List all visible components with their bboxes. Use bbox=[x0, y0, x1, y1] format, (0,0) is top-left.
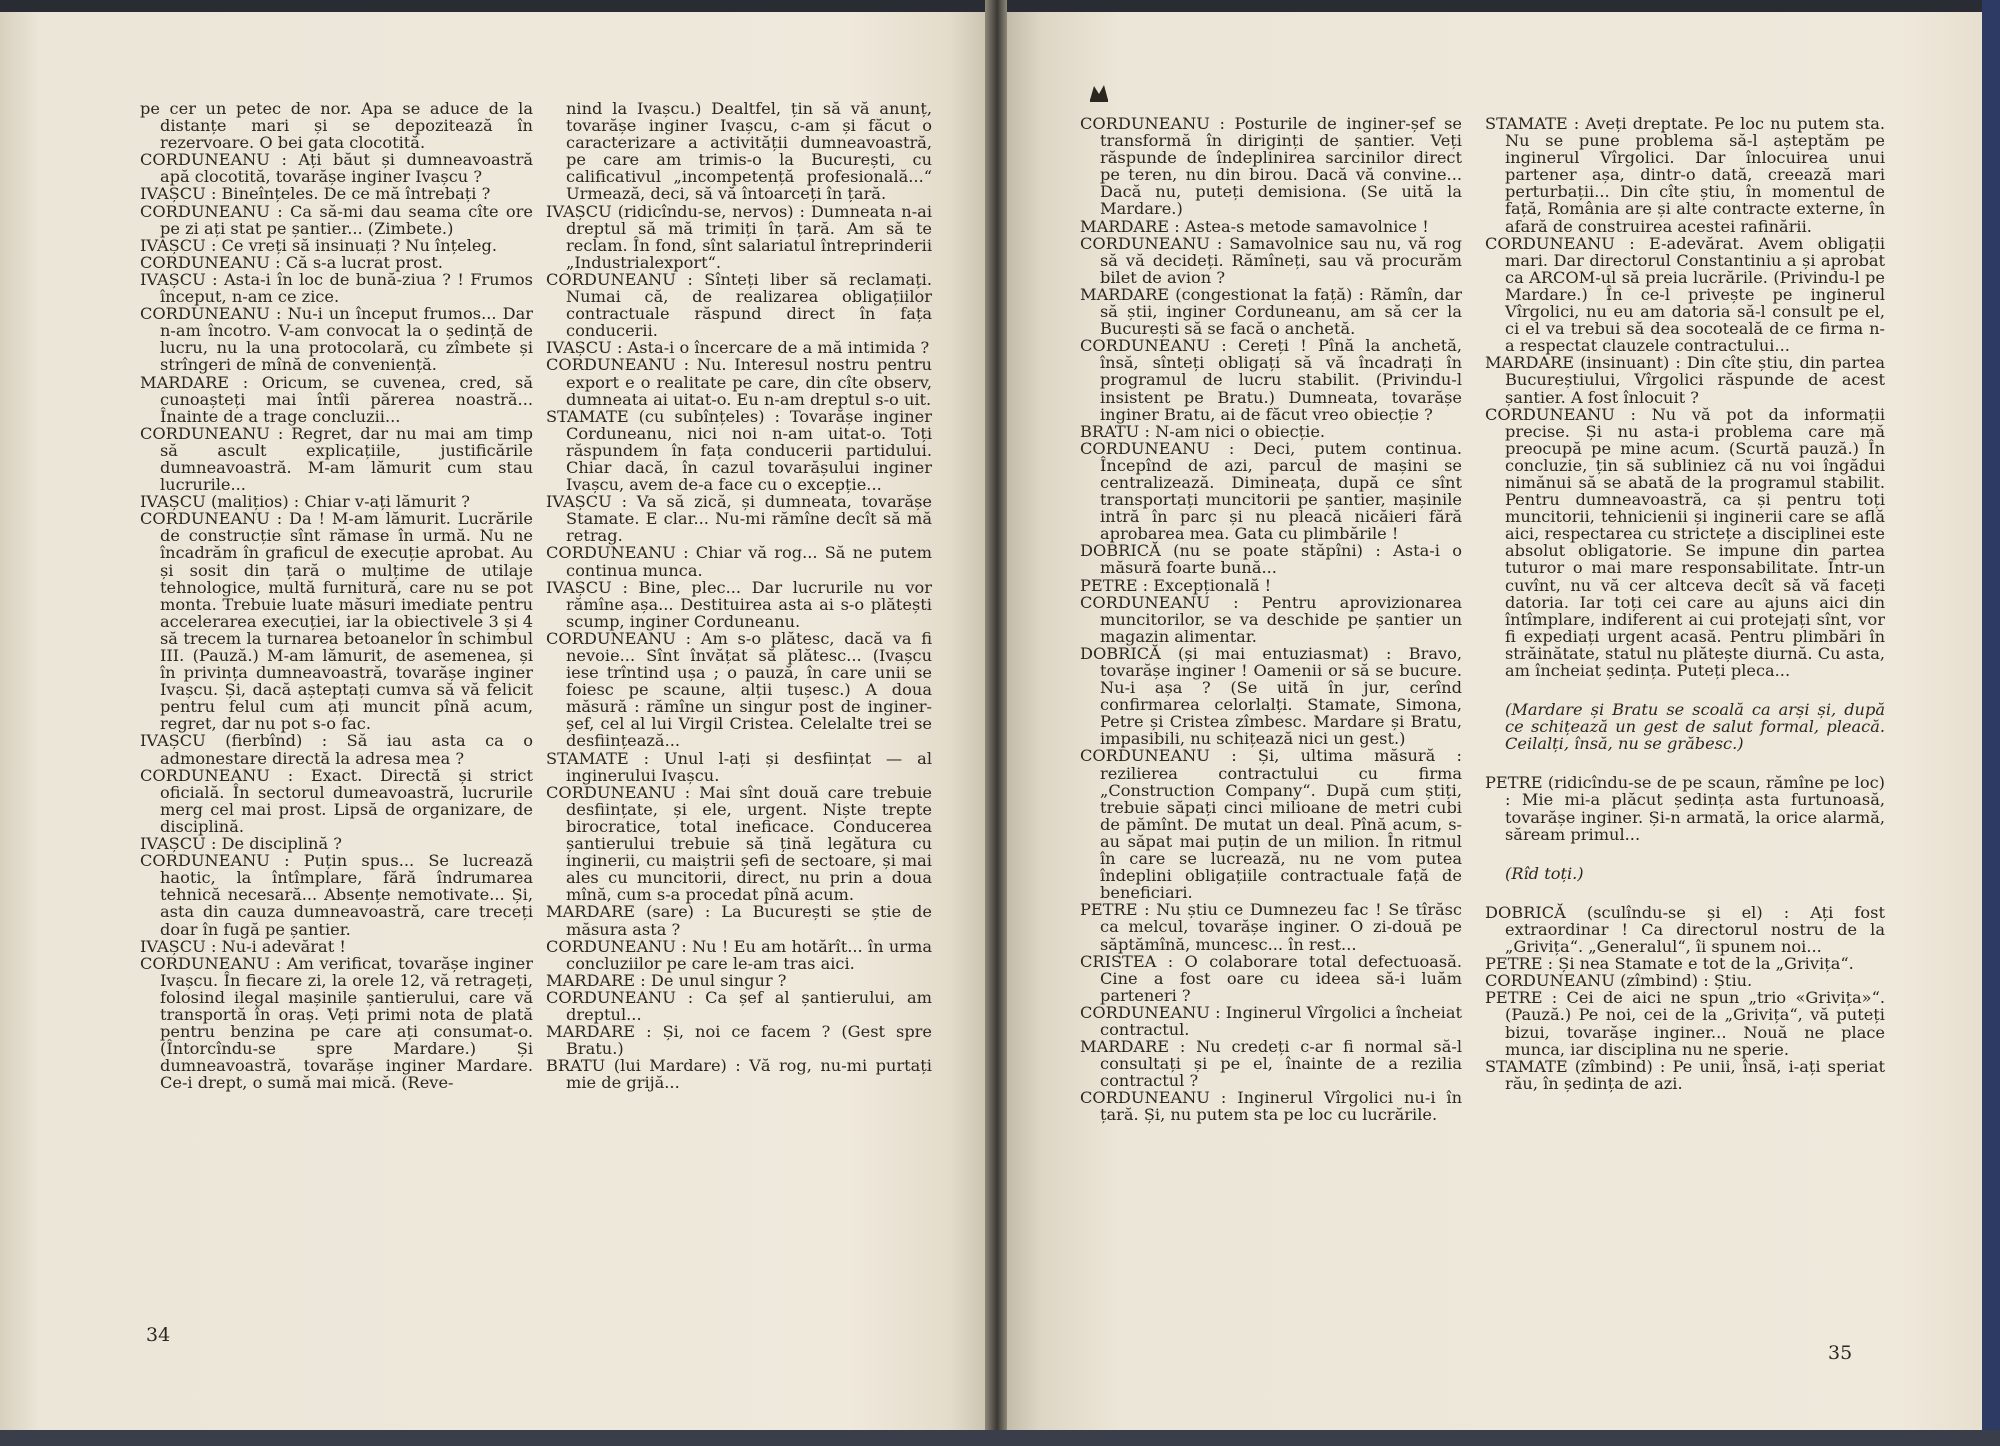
paragraph: IVAȘCU (malițios) : Chiar v-ați lămurit ? bbox=[140, 492, 470, 512]
paragraph: CORDUNEANU : Nu vă pot da informații precise. Și nu asta-i problema care mă preocupă pe mine acum. (Scurtă pauză.) În concluzie, țin să subliniez că nu voi îngădui nimănui să se abată de la programul stabilit. Pentru dumneavoastră, ca și pentru toți muncitorii, tehnicienii și inginerii care se află aici, respectarea cu strictețe a disciplinei este absolut obligatorie. Se impune din partea tuturor o mai mare responsabilitate. Într-un cuvînt, nu vă cer altceva decît să vă faceți datoria. Iar toți cei care au ajuns aici din întîmplare, indiferent ai cui protejați sînt, vor fi expediați urgent acasă. Pentru plimbări în străinătate, statul nu plătește diurnă. Cu asta, am încheiat ședința. Puteți pleca... bbox=[1485, 404, 1885, 680]
paragraph: MARDARE : Oricum, se cuvenea, cred, să cunoașteți mai întîi părerea noastră... Înainte de a trage concluzii... bbox=[140, 372, 533, 426]
paragraph: STAMATE (cu subînțeles) : Tovarășe inginer Corduneanu, nici noi n-am uitat-o. Toți răspundem în fața conducerii partidului. Chiar dacă, în cazul tovarășului inginer Ivașcu, avem de-a face cu o excepție... bbox=[546, 406, 932, 495]
paragraph: CORDUNEANU : Da ! M-am lămurit. Lucrările de construcție sînt rămase în urmă. Nu ne încadrăm în graficul de execuție aprobat. Au și sosit din țară o mulțime de utilaje tehnologice, multă furnitură, care nu se pot monta. Trebuie luate măsuri imediate pentru accelerarea execuției, iar la obiectivele 3 și 4 să trecem la turnarea betoanelor în schimbul III. (Pauză.) M-am lămurit, de asemenea, și în privința dumneavoastră, tovarășe inginer Ivașcu. Și, dacă așteptați cumva să vă felicit pentru felul cum ați muncit pînă acum, regret, dar nu pot s-o fac. bbox=[140, 509, 533, 734]
paragraph: IVAȘCU : Ce vreți să insinuați ? Nu înțeleg. bbox=[140, 235, 497, 255]
paragraph: IVAȘCU (fierbînd) : Să iau asta ca o admonestare directă la adresa mea ? bbox=[140, 731, 533, 768]
paragraph: IVAȘCU (ridicîndu-se, nervos) : Dumneata n-ai dreptul să mă trimiți în țară. Am să te reclam. În fond, sînt salariatul întreprinderii „Industrialexport“. bbox=[546, 201, 932, 272]
paragraph: PETRE : Nu știu ce Dumnezeu fac ! Se tîrăsc ca melcul, tovarășe inginer. O zi-două pe săptămînă, muncesc... în rest... bbox=[1080, 900, 1462, 954]
paragraph: IVAȘCU : Asta-i în loc de bună-ziua ? ! Frumos început, n-am ce zice. bbox=[140, 269, 533, 307]
paragraph: DOBRICĂ (nu se poate stăpîni) : Asta-i o măsură foarte bună... bbox=[1080, 541, 1462, 578]
paragraph: CORDUNEANU : Și, ultima măsură : rezilierea contractului cu firma „Construction Company“. După cum știți, trebuie săpați cinci milioane de metri cubi de pămînt. De mutat un deal. Pînă acum, s-au săpat mai puțin de un milion. În ritmul în care se lucrează, nu ne vom putea îndeplini obligațiile contractuale față de beneficiari. bbox=[1080, 746, 1462, 903]
paragraph: CORDUNEANU : Posturile de inginer-șef se transformă în diriginți de șantier. Veți răspunde de îndeplinirea sarcinilor direct pe teren, nu din birou. Dacă vă convine... Dacă nu, puteți demisiona. (Se uită la Mardare.) bbox=[1080, 114, 1462, 219]
paragraph: MARDARE : Și, noi ce facem ? (Gest spre Bratu.) bbox=[546, 1022, 932, 1059]
paragraph: BRATU : N-am nici o obiecție. bbox=[1080, 421, 1326, 441]
paragraph: CORDUNEANU : Sînteți liber să reclamați. Numai că, de realizarea obligațiilor contractuale răspund direct în fața conducerii. bbox=[546, 269, 932, 341]
paragraph: CORDUNEANU : Samavolnice sau nu, vă rog să vă decideți. Rămîneți, sau vă procurăm bilet de avion ? bbox=[1080, 233, 1462, 287]
paragraph: CORDUNEANU : Ca șef al șantierului, am dreptul... bbox=[546, 987, 932, 1024]
right-page bbox=[1000, 12, 1985, 1430]
paragraph: STAMATE (zîmbind) : Pe unii, însă, i-ați speriat rău, în ședința de azi. bbox=[1485, 1056, 1885, 1093]
paragraph: CRISTEA : O colaborare total defectuoasă. Cine a fost oare cu ideea să-i luăm parteneri ? bbox=[1080, 951, 1462, 1005]
left-column-2 bbox=[546, 100, 932, 1091]
paragraph: PETRE : Cei de aici ne spun „trio «Grivița»“. (Pauză.) Pe noi, cei de la „Grivița“, vă puteți bizui, tovarășe inginer... Nouă ne place munca, iar disciplina nu ne sperie. bbox=[1485, 988, 1885, 1059]
right-column-1 bbox=[1080, 115, 1462, 1124]
paragraph: CORDUNEANU : Am verificat, tovarășe inginer Ivașcu. În fiecare zi, la orele 12, vă retrageți, folosind ilegal mașinile șantierului, care vă transportă în oraș. Veți primi nota de plată pentru benzina pe care ați consumat-o. (Întorcîndu-se spre Mardare.) Și dumneavoastră, tovarășe inginer Mardare. Ce-i drept, o sumă mai mică. (Reve- bbox=[140, 953, 533, 1093]
paragraph: MARDARE : Astea-s metode samavolnice ! bbox=[1080, 216, 1429, 236]
stage-direction: (Mardare și Bratu se scoală ca arși și, după ce schițează un gest de salut formal, pleacă. Ceilalți, însă, nu se grăbesc.) bbox=[1505, 700, 1885, 754]
paragraph: PETRE : Excepțională ! bbox=[1080, 575, 1272, 595]
paragraph: pe cer un petec de nor. Apa se aduce de la distanțe mari și se depozitează în rezervoare. O bei gata clocotită. bbox=[140, 99, 533, 153]
paragraph: IVAȘCU : Asta-i o încercare de a mă intimida ? bbox=[546, 338, 930, 358]
paragraph: MARDARE : Nu credeți c-ar fi normal să-l consultați și pe el, înainte de a rezilia contractul ? bbox=[1080, 1037, 1462, 1091]
paragraph: CORDUNEANU : Inginerul Vîrgolici nu-i în țară. Și, nu putem sta pe loc cu lucrările. bbox=[1080, 1088, 1462, 1125]
paragraph: DOBRICĂ (și mai entuziasmat) : Bravo, tovarășe inginer ! Oamenii or să se bucure. Nu-i așa ? (Se uită în jur, cerînd confirmarea celorlalți. Stamate, Simona, Petre și Cristea zîmbesc. Mardare și Bratu, impasibili, nu schițează nici un gest.) bbox=[1080, 643, 1462, 749]
paragraph: CORDUNEANU : Exact. Directă și strict oficială. În sectorul dumeavoastră, lucrurile merg cel mai prost. Lipsă de organizare, de disciplină. bbox=[140, 765, 533, 836]
paragraph: CORDUNEANU : Nu-i un început frumos... Dar n-am încotro. V-am convocat la o ședință de lucru, nu la una protocolară, cu zîmbete și strîngeri de mînă de conveniență. bbox=[140, 304, 533, 375]
stage-direction: (Rîd toți.) bbox=[1505, 863, 1584, 883]
paragraph: DOBRICĂ (sculîndu-se și el) : Ați fost extraordinar ! Ca directorul nostru de la „Grivița“. „Generalul“, îi spunem noi... bbox=[1485, 902, 1885, 957]
paragraph: CORDUNEANU : Nu. Interesul nostru pentru export e o realitate pe care, din cîte observ, dumneata ai uitat-o. Eu n-am dreptul s-o uit. bbox=[546, 355, 932, 409]
paragraph: CORDUNEANU : Puțin spus... Se lucrează haotic, la întîmplare, fără îndrumarea tehnică necesară... Absențe nemotivate... Și, asta din cauza dumneavoastră, care treceți doar în fugă pe șantier. bbox=[140, 851, 533, 939]
page-number: 35 bbox=[1828, 1342, 1853, 1364]
paragraph: CORDUNEANU : Ca să-mi dau seama cîte ore pe zi ați stat pe șantier... (Zimbete.) bbox=[140, 201, 533, 238]
paragraph: IVAȘCU : Bine, plec... Dar lucrurile nu vor rămîne așa... Destituirea asta ai s-o plătești scump, inginer Corduneanu. bbox=[546, 577, 932, 631]
paragraph: IVAȘCU : De disciplină ? bbox=[140, 834, 342, 854]
paragraph: CORDUNEANU : Nu ! Eu am hotărît... în urma concluziilor pe care le-am tras aici. bbox=[546, 936, 932, 973]
paragraph: CORDUNEANU : Mai sînt două care trebuie desființate, și ele, urgent. Niște trepte birocratice, total ineficace. Conducerea șantierului trebuie să țină legătura cu inginerii, cu maiștrii șefi de sectoare, și mai ales cu muncitorii, direct, nu prin a doua mînă, cum s-a procedat pînă acum. bbox=[546, 782, 932, 905]
paragraph: STAMATE : Unul l-ați și desființat — al inginerului Ivașcu. bbox=[546, 748, 932, 785]
paragraph: MARDARE : De unul singur ? bbox=[546, 970, 787, 990]
paragraph: STAMATE : Aveți dreptate. Pe loc nu putem sta. Nu se pune problema să-l așteptăm pe inginerul Vîrgolici. Dar înlocuirea unui partener așa, dintr-o dată, creează mari perturbații... Din cîte știu, în momentul de față, România are și alte contracte externe, în afară de construirea acestei rafinării. bbox=[1485, 114, 1885, 236]
right-column-2 bbox=[1485, 115, 1885, 1092]
paragraph: nind la Ivașcu.) Dealtfel, țin să vă anunț, tovarășe inginer Ivașcu, c-am și făcut o caracterizare a activității dumneavoastră, pe care am trimis-o la București, cu calificativul „incompetență profesională...“ Urmează, deci, să vă întoarceți în țară. bbox=[566, 99, 932, 204]
ornament-icon bbox=[1088, 82, 1110, 104]
paragraph: MARDARE (insinuant) : Din cîte știu, din partea Bucureștiului, Vîrgolici răspunde de acest șantier. A fost înlocuit ? bbox=[1485, 353, 1885, 407]
paragraph: CORDUNEANU (zîmbind) : Știu. bbox=[1485, 971, 1753, 991]
paragraph: CORDUNEANU : Pentru aprovizionarea muncitorilor, se va deschide pe șantier un magazin alimentar. bbox=[1080, 592, 1462, 646]
paragraph: CORDUNEANU : Ați băut și dumneavoastră apă clocotită, tovarășe inginer Ivașcu ? bbox=[140, 150, 533, 187]
cover-bottom-edge bbox=[0, 1430, 2000, 1446]
paragraph: BRATU (lui Mardare) : Vă rog, nu-mi purtați mie de grijă... bbox=[546, 1056, 932, 1093]
paragraph: CORDUNEANU : Am s-o plătesc, dacă va fi nevoie... Sînt învățat să plătesc... (Ivașcu iese trîntind ușa ; o pauză, în care unii se foiesc pe scaune, alții tușesc.) A doua măsură : rămîne un singur post de inginer-șef, cel al lui Virgil Cristea. Celelalte trei se desființează... bbox=[546, 628, 932, 751]
paragraph: MARDARE (congestionat la față) : Rămîn, dar să știi, inginer Corduneanu, am să cer la București să se facă o anchetă. bbox=[1080, 284, 1462, 339]
paragraph: CORDUNEANU : Inginerul Vîrgolici a încheiat contractul. bbox=[1080, 1002, 1462, 1039]
paragraph: IVAȘCU : Va să zică, și dumneata, tovarășe Stamate. E clar... Nu-mi rămîne decît să mă retrag. bbox=[546, 492, 932, 546]
paragraph: CORDUNEANU : Deci, putem continua. Începînd de azi, parcul de mașini se centralizează. Dimineața, după ce sînt transportați muncitorii pe șantier, mașinile intră în parc și nu pleacă nicăieri fără aprobarea mea. Gata cu plimbările ! bbox=[1080, 438, 1462, 544]
book-gutter bbox=[985, 0, 1007, 1446]
page-number: 34 bbox=[146, 1324, 171, 1346]
paragraph: MARDARE (sare) : La București se știe de măsura asta ? bbox=[546, 902, 932, 939]
left-column-1 bbox=[140, 100, 533, 1091]
paragraph: CORDUNEANU : Cereți ! Pînă la anchetă, însă, sînteți obligați să vă încadrați în programul de lucru stabilit. (Privindu-l insistent pe Bratu.) Dumneata, tovarășe inginer Bratu, ai de făcut vreo obiecție ? bbox=[1080, 336, 1462, 424]
left-page bbox=[0, 12, 990, 1430]
paragraph: PETRE : Și nea Stamate e tot de la „Grivița“. bbox=[1485, 954, 1854, 974]
paragraph: CORDUNEANU : Chiar vă rog... Să ne putem continua munca. bbox=[546, 543, 932, 580]
paragraph: CORDUNEANU : Regret, dar nu mai am timp să ascult explicațiile, justificările dumneavoastră. M-am lămurit cum stau lucrurile... bbox=[140, 423, 533, 495]
cover-edge bbox=[1982, 0, 2000, 1446]
paragraph: CORDUNEANU : Că s-a lucrat prost. bbox=[140, 252, 443, 272]
paragraph: IVAȘCU : Nu-i adevărat ! bbox=[140, 936, 346, 956]
paragraph: PETRE (ridicîndu-se de pe scaun, rămîne pe loc) : Mie mi-a plăcut ședința asta furtunoasă, tovarășe inginer. Și-n armată, la orice alarmă, săream primul... bbox=[1485, 773, 1885, 844]
paragraph: IVAȘCU : Bineînțeles. De ce mă întrebați ? bbox=[140, 184, 491, 204]
paragraph: CORDUNEANU : E-adevărat. Avem obligații mari. Dar directorul Constantiniu a și aprobat ca ARCOM-ul să preia lucrările. (Privindu-l pe Mardare.) În ce-l privește pe inginerul Vîrgolici, nu eu am datoria să-l consult pe el, ci el va trebui să dea socoteală de ce firma n-a respectat clauzele contractului... bbox=[1485, 233, 1885, 356]
